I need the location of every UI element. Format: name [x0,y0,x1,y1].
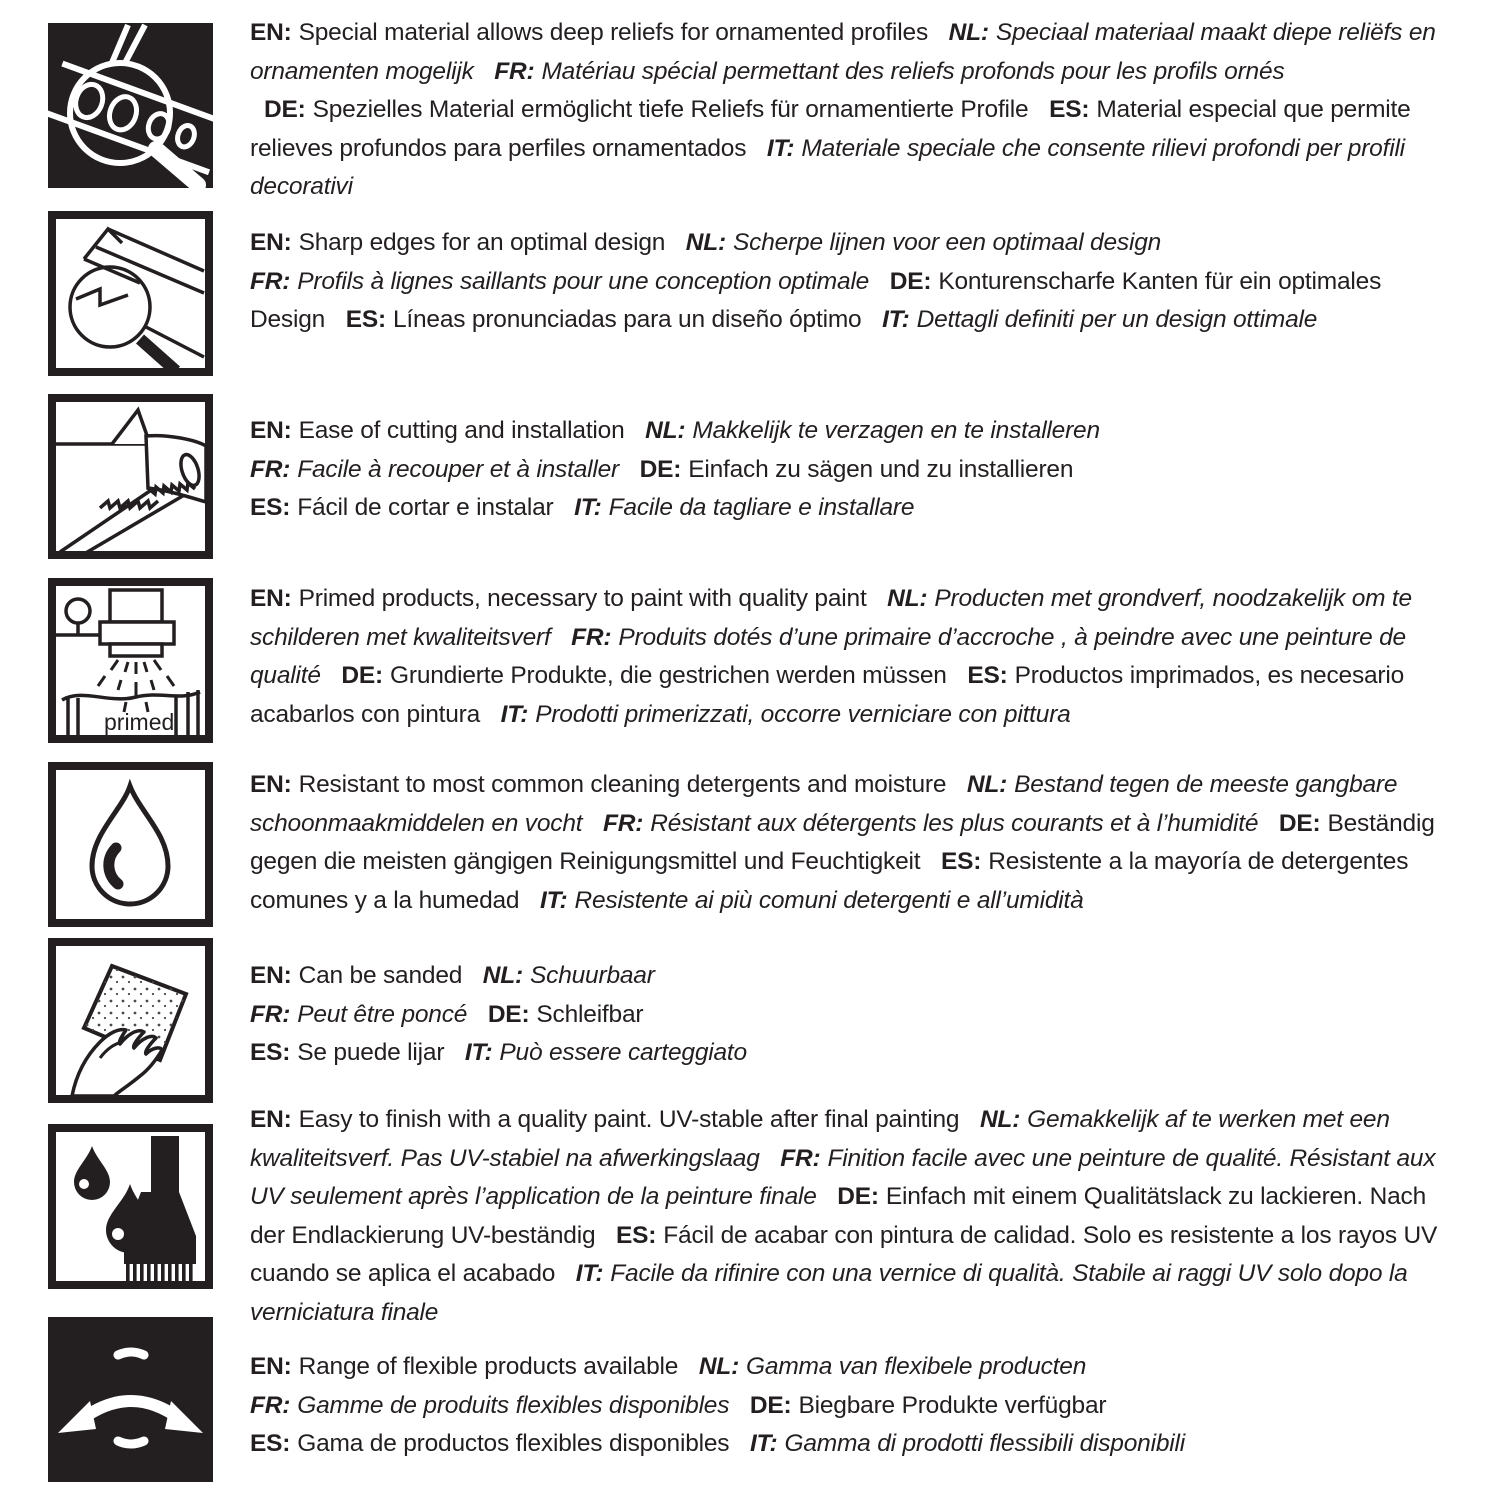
lang-label: NL: [482,962,524,989]
lang-label: IT: [575,1260,604,1288]
lang-segment [574,494,914,521]
lang-segment [250,1001,467,1028]
lang-text: Material especial que permite relieves profundos para perfiles ornamentados [250,96,1411,162]
lang-label: NL: [979,1106,1021,1133]
lang-text: Konturenscharfe Kanten für ein optimales Design [250,267,1382,334]
lang-label: ES: [250,494,291,522]
lang-text: Grundierte Produkte, die gestrichen werden müssen [390,662,947,690]
lang-segment [603,810,1258,837]
lang-text: Schuurbaar [530,962,655,989]
lang-segment [488,1001,644,1028]
lang-segment [494,58,1284,85]
lang-segment [250,1039,444,1066]
feature-text-row-1 [250,14,1450,207]
lang-label: ES: [616,1221,657,1249]
lang-text: Gama de productos flexibles disponibles [297,1430,730,1458]
sanding-hand-icon [48,938,213,1103]
lang-segment [750,1430,1185,1457]
feature-text-row-4 [250,580,1450,734]
lang-label: EN: [250,19,292,46]
lang-text: Fácil de acabar con pintura de calidad. Solo es resistente a los rayos UV cuando se aplica el acabado [250,1221,1438,1288]
lang-segment [750,1392,1106,1419]
lang-segment [250,1392,729,1419]
lang-text: Gamme de produits flexibles disponibles [297,1391,730,1419]
lang-text: Scherpe lijnen voor een optimaal design [733,229,1162,256]
lang-label: NL: [685,229,727,256]
lang-label: FR: [250,455,291,483]
lang-segment [540,887,1084,914]
lang-text: Peut être poncé [297,1000,468,1028]
lang-label: IT: [749,1430,778,1458]
lang-text: Biegbare Produkte verfügbar [798,1391,1107,1419]
lang-label: FR: [602,809,644,837]
lang-label: FR: [571,623,612,651]
lang-text: Can be sanded [298,962,463,989]
flexible-arrow-icon [48,1317,213,1482]
lang-label: IT: [882,306,910,334]
lang-label: FR: [780,1144,821,1172]
sharp-edges-profile-icon [48,211,213,376]
lang-label: NL: [966,771,1008,798]
lang-text: Materiale speciale che consente rilievi profondi per profili decorativi [250,134,1405,201]
lang-label: IT: [500,700,529,728]
paint-brush-drops-icon [48,1124,213,1289]
lang-label: NL: [948,19,989,46]
lang-label: DE: [889,267,932,295]
lang-segment [341,662,946,689]
feature-text-row-8 [250,1348,1450,1464]
water-drop-icon [48,762,213,927]
lang-text: Matériau spécial permettant des reliefs profonds pour les profils ornés [541,57,1285,85]
lang-label: DE: [639,455,682,483]
lang-text: Special material allows deep reliefs for ornamented profiles [298,19,928,46]
lang-text: Facile da rifinire con una vernice di qualità. Stabile ai raggi UV solo dopo la verniciatura finale [250,1260,1408,1326]
lang-segment [882,306,1317,333]
lang-label: FR: [250,1391,291,1419]
lang-segment [465,1039,747,1066]
lang-label: EN: [250,962,292,989]
lang-label: DE: [837,1183,879,1211]
lang-segment [250,771,946,798]
lang-segment [250,1353,678,1380]
lang-label: DE: [341,662,383,690]
primed-text: primed [104,709,175,735]
lang-label: FR: [250,1000,291,1028]
lang-label: ES: [250,1430,291,1458]
lang-label: NL: [645,417,686,444]
lang-text: Speciaal materiaal maakt diepe reliëfs en ornamenten mogelijk [250,19,1436,85]
lang-text: Range of flexible products available [298,1353,679,1380]
lang-label: DE: [264,96,306,124]
lang-label: FR: [250,267,291,295]
saw-cutting-icon [48,394,213,559]
lang-text: Productos imprimados, es necesario acabarlos con pintura [250,662,1405,728]
lang-text: Resistant to most common cleaning detergents and moisture [298,771,947,798]
lang-text: Se puede lijar [297,1039,445,1067]
lang-text: Facile à recouper et à installer [297,455,620,483]
lang-label: DE: [487,1000,530,1028]
lang-segment [686,229,1161,256]
lang-text: Produits dotés d’une primaire d’accroche , à peindre avec une peinture de qualité [250,623,1406,690]
lang-text: Dettagli definiti per un design ottimale [916,306,1318,334]
lang-segment [250,417,625,444]
lang-text: Producten met grondverf, noodzakelijk om te schilderen met kwaliteitsverf [250,585,1412,651]
lang-label: EN: [250,1106,292,1133]
lang-text: Può essere carteggiato [499,1039,747,1067]
lang-text: Gamma van flexibele producten [746,1353,1087,1380]
lang-label: EN: [250,585,292,612]
lang-label: EN: [250,771,292,798]
lang-label: ES: [967,662,1008,690]
lang-segment [346,306,862,333]
lang-text: Fácil de cortar e instalar [297,494,554,522]
lang-text: Bestand tegen de meeste gangbare schoonmaakmiddelen en vocht [250,771,1398,837]
lang-segment [250,494,554,521]
lang-label: NL: [698,1353,740,1380]
lang-label: IT: [766,134,795,162]
lang-label: ES: [250,1039,291,1067]
lang-segment [645,417,1100,444]
lang-label: IT: [539,886,568,914]
lang-segment [483,962,655,989]
lang-text: Einfach mit einem Qualitätslack zu lackieren. Nach der Endlackierung UV-beständig [250,1183,1427,1249]
lang-label: ES: [940,848,982,876]
lang-label: DE: [749,1391,792,1419]
lang-label: IT: [464,1039,493,1067]
feature-text-row-5 [250,766,1450,920]
ornament-profile-magnifier-icon [48,23,213,188]
lang-text: Beständig gegen die meisten gängigen Reinigungsmittel und Feuchtigkeit [250,809,1435,876]
lang-text: Makkelijk te verzagen en te installeren [692,417,1100,444]
lang-text: Resistente a la mayoría de detergentes comunes y a la humedad [250,848,1409,914]
primer-spray-icon [48,578,213,743]
lang-label: DE: [1278,809,1321,837]
lang-text: Schleifbar [536,1000,644,1028]
feature-text-row-6 [250,957,1450,1073]
lang-label: EN: [250,417,292,444]
lang-text: Primed products, necessary to paint with quality paint [298,585,867,612]
lang-text: Resistente ai più comuni detergenti e all’umidità [574,886,1084,914]
lang-text: Ease of cutting and installation [298,417,625,444]
feature-text-row-2 [250,224,1450,340]
lang-text: Facile da tagliare e installare [608,494,915,522]
lang-segment [250,19,928,46]
lang-segment [250,456,619,483]
lang-segment [250,268,869,295]
lang-text: Easy to finish with a quality paint. UV-stable after final painting [298,1106,960,1133]
lang-text: Profils à lignes saillants pour une conception optimale [297,267,870,295]
lang-segment [640,456,1074,483]
lang-label: EN: [250,1353,292,1380]
lang-label: FR: [494,57,535,85]
lang-label: ES: [1049,96,1090,124]
lang-segment [264,96,1028,123]
lang-text: Finition facile avec une peinture de qualité. Résistant aux UV seulement après l’application de la peinture finale [250,1144,1436,1211]
lang-label: ES: [345,306,386,334]
lang-segment [699,1353,1086,1380]
lang-label: EN: [250,229,292,256]
lang-text: Résistant aux détergents les plus courants et à l’humidité [650,809,1259,837]
lang-label: NL: [887,585,928,612]
lang-segment [250,229,665,256]
lang-text: Einfach zu sägen und zu installieren [688,455,1074,483]
lang-text: Gamma di prodotti flessibili disponibili [784,1430,1185,1458]
lang-text: Líneas pronunciadas para un diseño óptimo [392,306,862,334]
lang-text: Gemakkelijk af te werken met een kwaliteitsverf. Pas UV-stabiel na afwerkingslaag [250,1106,1390,1172]
lang-label: IT: [574,494,602,522]
lang-segment [250,585,867,612]
lang-text: Prodotti primerizzati, occorre verniciare con pittura [535,700,1071,728]
lang-segment [501,701,1071,728]
lang-segment [250,1106,959,1133]
lang-segment [250,962,462,989]
feature-text-row-7 [250,1101,1450,1333]
feature-text-row-3 [250,412,1450,528]
lang-segment [250,1430,729,1457]
lang-text: Sharp edges for an optimal design [298,229,666,256]
lang-text: Spezielles Material ermöglicht tiefe Reliefs für ornamentierte Profile [312,96,1029,124]
